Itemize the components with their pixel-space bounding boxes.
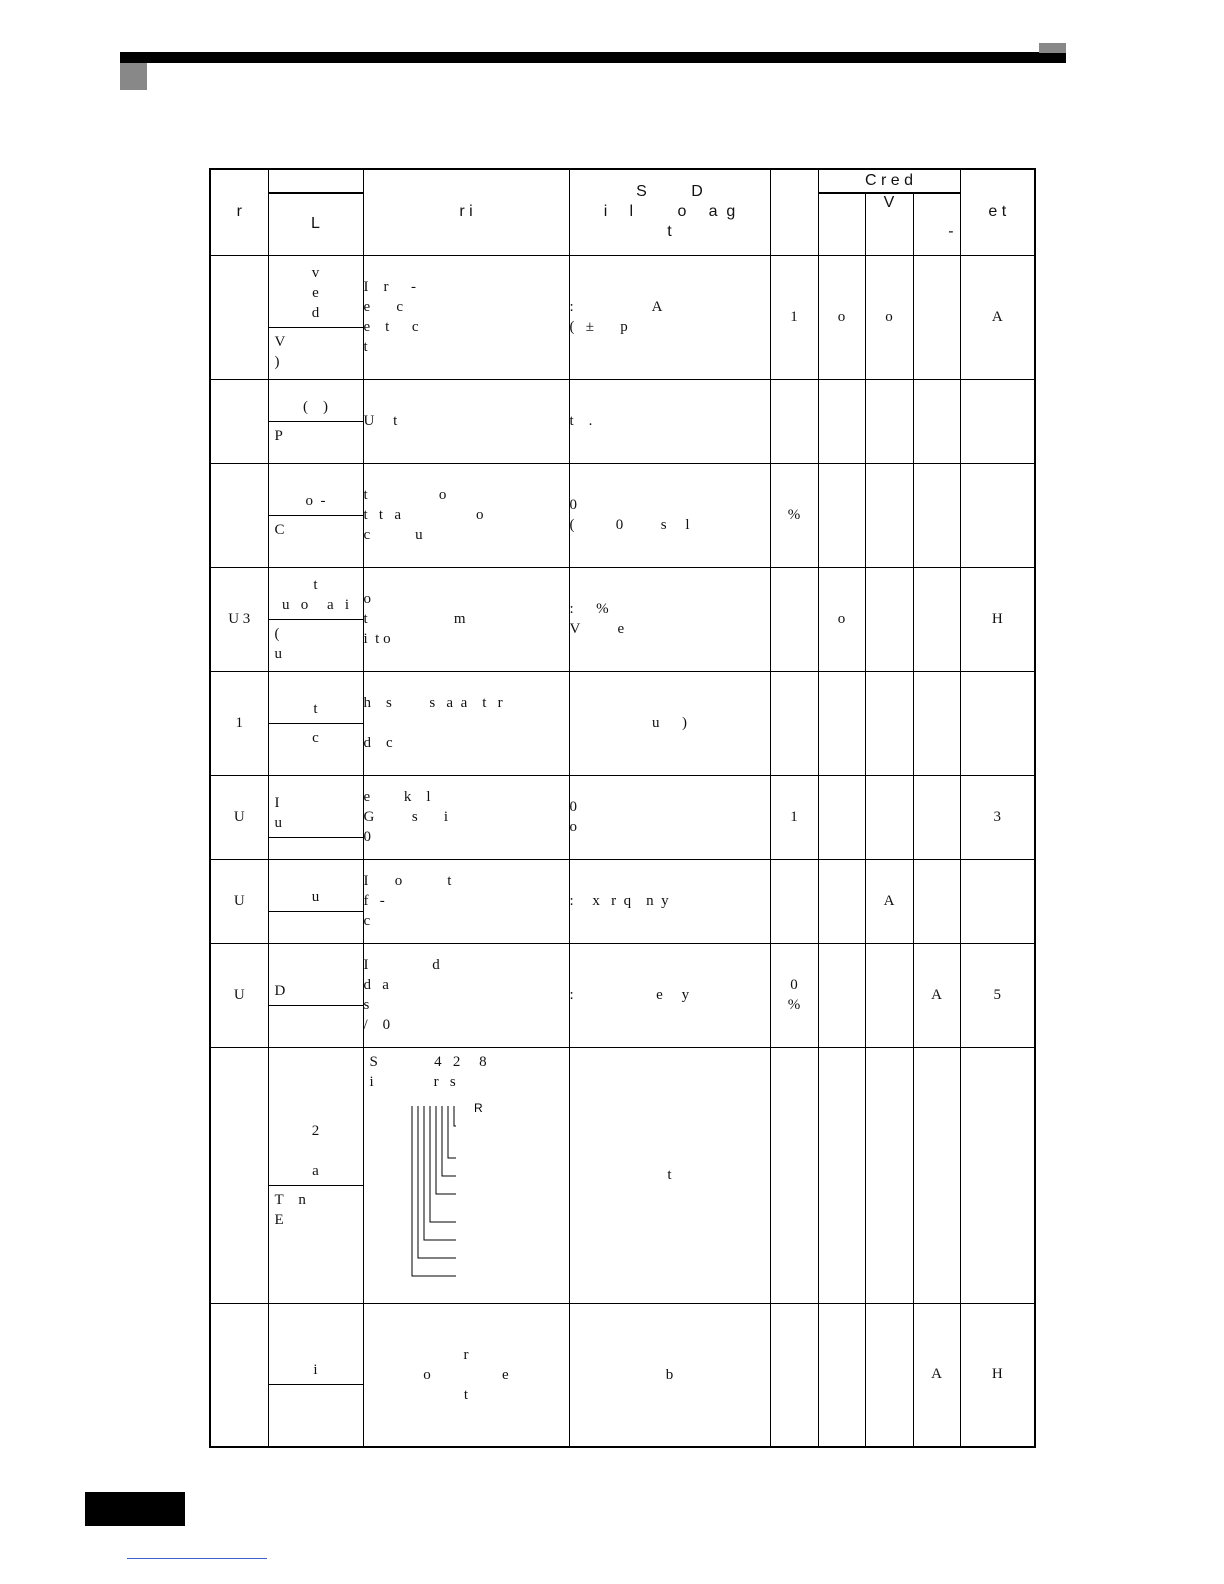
name-bottom: V ) bbox=[274, 333, 286, 370]
name-bottom: T n E bbox=[274, 1191, 306, 1228]
table-row bbox=[210, 255, 1035, 379]
name-top: t u o a i bbox=[269, 571, 363, 620]
sub-col-1 bbox=[818, 193, 865, 255]
reg-cell bbox=[960, 671, 1035, 775]
name-cell bbox=[268, 671, 363, 775]
header-bar bbox=[120, 52, 1066, 63]
name-bottom: C bbox=[274, 521, 285, 538]
name-bottom bbox=[269, 1006, 363, 1014]
unit-cell: 1 bbox=[770, 255, 818, 379]
mode-cell-2 bbox=[865, 1303, 913, 1447]
name-cell bbox=[268, 859, 363, 943]
col-unit bbox=[770, 169, 818, 255]
col-name bbox=[268, 193, 363, 255]
table-row bbox=[210, 1047, 1035, 1303]
mode-cell-2: o bbox=[865, 255, 913, 379]
reg-cell: H bbox=[960, 1303, 1035, 1447]
mode-cell-2 bbox=[865, 463, 913, 567]
range-cell: b bbox=[569, 1303, 770, 1447]
name-bottom bbox=[269, 912, 363, 920]
group-header bbox=[818, 169, 960, 193]
table-row bbox=[210, 567, 1035, 671]
mode-cell-2 bbox=[865, 671, 913, 775]
name-top: u bbox=[269, 883, 363, 912]
desc-cell: r o e t bbox=[363, 1303, 569, 1447]
unit-cell: 0 % bbox=[770, 943, 818, 1047]
sub-col-v bbox=[865, 193, 913, 255]
mode-cell-2 bbox=[865, 567, 913, 671]
group-header-label: C r e d bbox=[865, 172, 914, 189]
col-name-top bbox=[268, 169, 363, 193]
mode-cell-3 bbox=[913, 1047, 960, 1303]
name-bottom bbox=[269, 1385, 363, 1393]
table-row bbox=[210, 671, 1035, 775]
mode-cell-1 bbox=[818, 671, 865, 775]
unit-cell bbox=[770, 859, 818, 943]
param-cell bbox=[210, 1047, 268, 1303]
col-range bbox=[569, 169, 770, 255]
table-row bbox=[210, 775, 1035, 859]
range-cell: : x r q n y bbox=[569, 859, 770, 943]
mode-cell-1 bbox=[818, 1303, 865, 1447]
name-top: I u bbox=[269, 789, 363, 838]
col-desc bbox=[363, 169, 569, 255]
col-param bbox=[210, 169, 268, 255]
desc-text: S 4 2 8 i r s bbox=[369, 1053, 487, 1090]
mode-cell-3 bbox=[913, 775, 960, 859]
unit-cell bbox=[770, 567, 818, 671]
param-cell bbox=[210, 255, 268, 379]
range-cell: t . bbox=[569, 379, 770, 463]
desc-cell: o t m i t o bbox=[363, 567, 569, 671]
page-number-block bbox=[85, 1492, 185, 1526]
bit-diagram bbox=[364, 1096, 569, 1286]
param-cell bbox=[210, 379, 268, 463]
desc-cell: t o t t a o c u bbox=[363, 463, 569, 567]
mode-cell-2 bbox=[865, 1047, 913, 1303]
range-cell: 0 o bbox=[569, 775, 770, 859]
reg-cell bbox=[960, 859, 1035, 943]
col-reg bbox=[960, 169, 1035, 255]
reg-cell: H bbox=[960, 567, 1035, 671]
param-cell: U 3 bbox=[210, 567, 268, 671]
range-cell: : % V e bbox=[569, 567, 770, 671]
mode-cell-1 bbox=[818, 943, 865, 1047]
reg-cell bbox=[960, 379, 1035, 463]
range-cell: 0 ( 0 s l bbox=[569, 463, 770, 567]
name-top: o - bbox=[269, 487, 363, 516]
name-bottom: c bbox=[312, 729, 319, 746]
desc-cell: I r - e c e t c t bbox=[363, 255, 569, 379]
range-cell: : e y bbox=[569, 943, 770, 1047]
col-desc-label: r i bbox=[459, 203, 473, 221]
name-bottom bbox=[269, 838, 363, 846]
unit-cell: 1 bbox=[770, 775, 818, 859]
name-top: i bbox=[269, 1356, 363, 1385]
desc-cell: I d d a s / 0 bbox=[363, 943, 569, 1047]
reg-cell bbox=[960, 1047, 1035, 1303]
mode-cell-1 bbox=[818, 775, 865, 859]
name-cell bbox=[268, 463, 363, 567]
name-cell bbox=[268, 567, 363, 671]
param-cell bbox=[210, 463, 268, 567]
name-cell bbox=[268, 1047, 363, 1303]
col-range-label: S D i l o a g t bbox=[603, 183, 736, 241]
header-tab-marker bbox=[1039, 43, 1066, 53]
param-cell: U bbox=[210, 859, 268, 943]
range-cell: : A ( ± p bbox=[569, 255, 770, 379]
range-cell: u ) bbox=[569, 671, 770, 775]
sub-col-dash bbox=[913, 193, 960, 255]
unit-cell: % bbox=[770, 463, 818, 567]
mode-cell-3 bbox=[913, 671, 960, 775]
name-top: v e d bbox=[269, 259, 363, 328]
diagram-label: R bbox=[473, 1100, 483, 1115]
reg-cell: 3 bbox=[960, 775, 1035, 859]
unit-cell bbox=[770, 1303, 818, 1447]
col-param-label: r bbox=[236, 203, 242, 221]
table-row bbox=[210, 859, 1035, 943]
name-top: 2 a bbox=[269, 1117, 363, 1186]
sub-col-v-label: V bbox=[883, 194, 895, 211]
param-cell bbox=[210, 1303, 268, 1447]
desc-cell bbox=[363, 1047, 569, 1303]
mode-cell-2 bbox=[865, 775, 913, 859]
col-name-label: L bbox=[311, 215, 320, 233]
mode-cell-3 bbox=[913, 859, 960, 943]
desc-cell: e k l G s i 0 bbox=[363, 775, 569, 859]
mode-cell-3 bbox=[913, 463, 960, 567]
col-reg-label: e t bbox=[988, 203, 1007, 221]
mode-cell-1 bbox=[818, 859, 865, 943]
table-row bbox=[210, 943, 1035, 1047]
name-top: ( ) bbox=[269, 393, 363, 422]
desc-cell: I o t f - c bbox=[363, 859, 569, 943]
desc-cell: U t bbox=[363, 379, 569, 463]
chapter-tab-marker bbox=[120, 63, 147, 90]
name-cell bbox=[268, 379, 363, 463]
name-top: D bbox=[269, 977, 363, 1006]
table-row bbox=[210, 379, 1035, 463]
mode-cell-3 bbox=[913, 567, 960, 671]
param-cell: U bbox=[210, 943, 268, 1047]
mode-cell-1 bbox=[818, 1047, 865, 1303]
mode-cell-3 bbox=[913, 255, 960, 379]
name-cell bbox=[268, 255, 363, 379]
name-cell bbox=[268, 943, 363, 1047]
param-cell: U bbox=[210, 775, 268, 859]
unit-cell bbox=[770, 379, 818, 463]
table-row bbox=[210, 1303, 1035, 1447]
sub-col-dash-label: - bbox=[948, 222, 954, 240]
reg-cell: 5 bbox=[960, 943, 1035, 1047]
mode-cell-2: A bbox=[865, 859, 913, 943]
reg-cell bbox=[960, 463, 1035, 567]
name-cell bbox=[268, 775, 363, 859]
reg-cell: A bbox=[960, 255, 1035, 379]
mode-cell-1 bbox=[818, 463, 865, 567]
table-row bbox=[210, 463, 1035, 567]
mode-cell-1: o bbox=[818, 255, 865, 379]
parameter-table bbox=[209, 168, 1036, 1448]
name-top: t bbox=[269, 695, 363, 724]
name-bottom: P bbox=[274, 427, 283, 444]
range-cell: t bbox=[569, 1047, 770, 1303]
mode-cell-1 bbox=[818, 379, 865, 463]
unit-cell bbox=[770, 1047, 818, 1303]
param-cell: 1 bbox=[210, 671, 268, 775]
mode-cell-2 bbox=[865, 379, 913, 463]
desc-cell: h s s a a t r d c bbox=[363, 671, 569, 775]
mode-cell-3: A bbox=[913, 1303, 960, 1447]
footer-link-underline bbox=[127, 1558, 267, 1559]
unit-cell bbox=[770, 671, 818, 775]
mode-cell-3: A bbox=[913, 943, 960, 1047]
mode-cell-2 bbox=[865, 943, 913, 1047]
mode-cell-1: o bbox=[818, 567, 865, 671]
mode-cell-3 bbox=[913, 379, 960, 463]
name-cell bbox=[268, 1303, 363, 1447]
name-bottom: ( u bbox=[274, 625, 282, 662]
